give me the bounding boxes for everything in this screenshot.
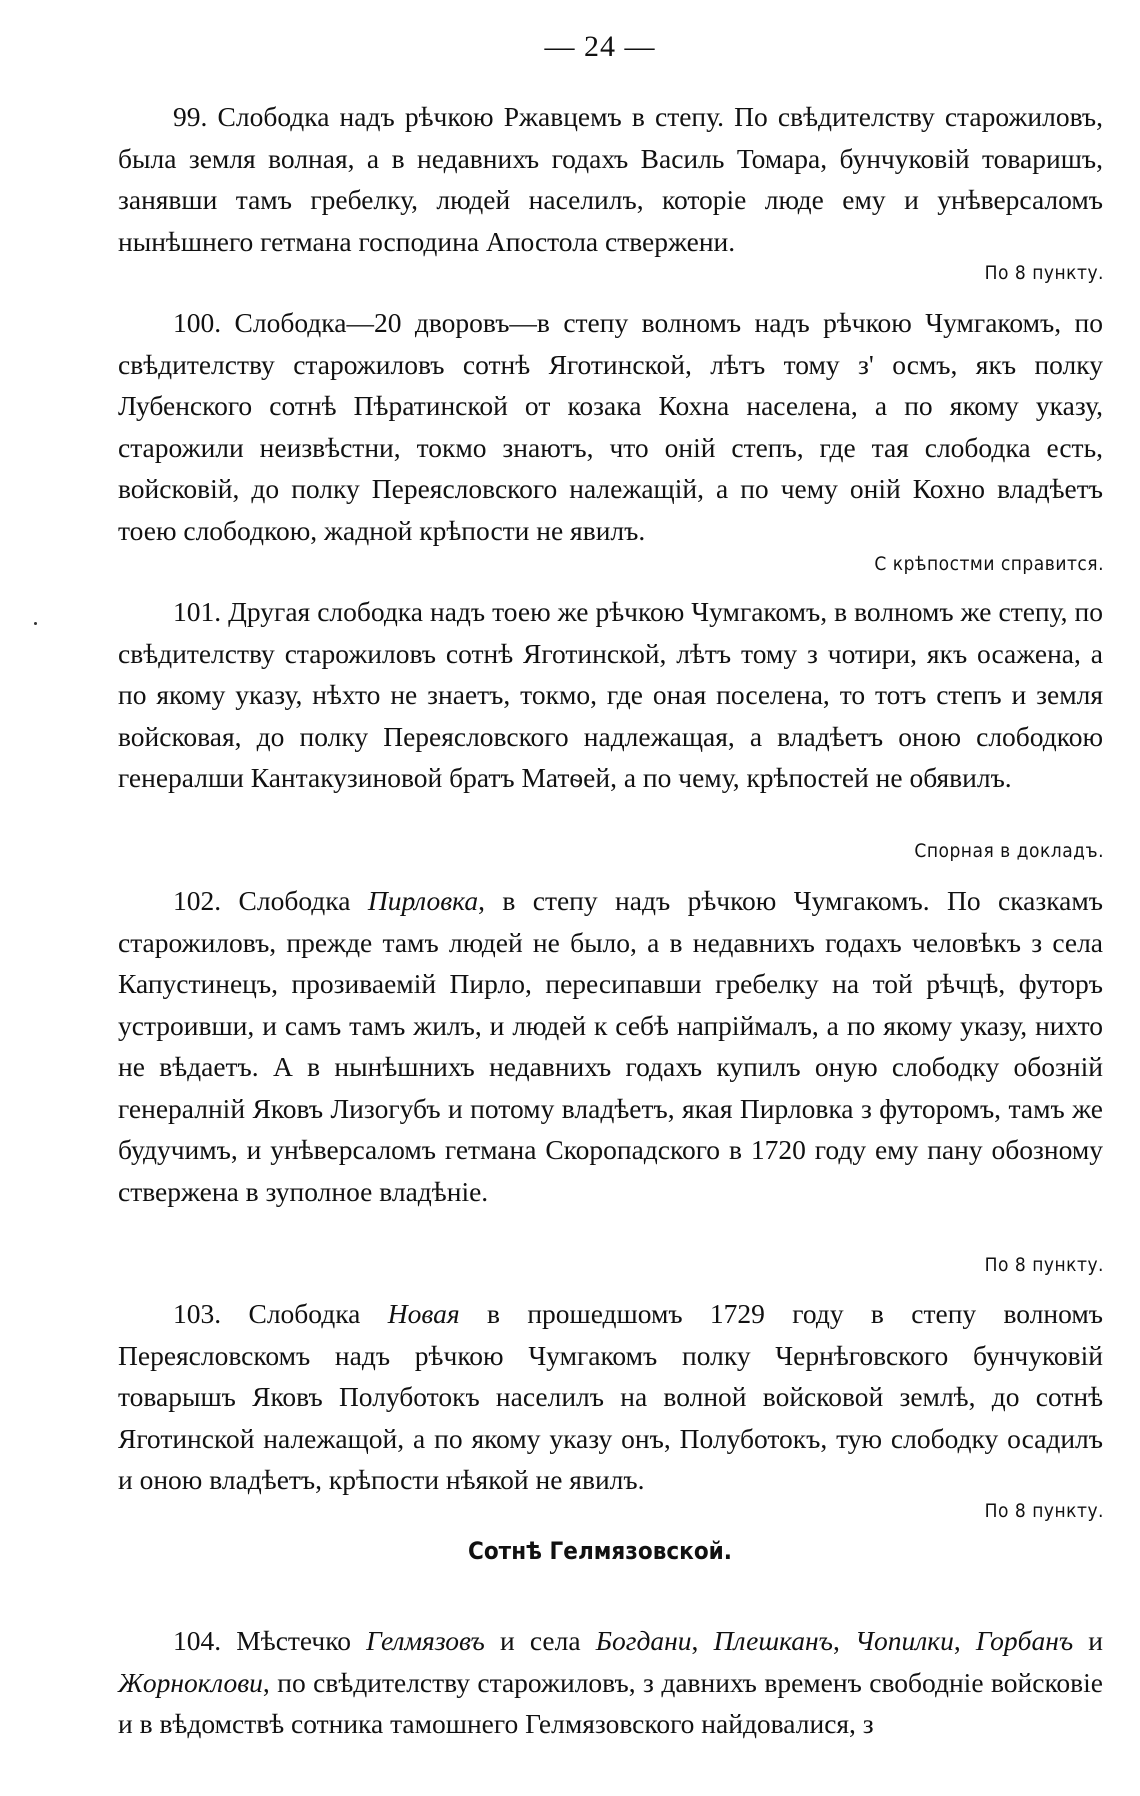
entry-100 bbox=[118, 302, 1103, 551]
entry-104-text-2: и села bbox=[484, 1625, 596, 1656]
entry-104-text-4: , bbox=[832, 1625, 856, 1656]
entry-104-place-4: Чопилки bbox=[855, 1625, 954, 1656]
entry-104-text-1: 104. Мѣстечко bbox=[173, 1625, 367, 1656]
entry-104-place-1: Гелмязовъ bbox=[366, 1625, 485, 1656]
entry-104-text-6: и bbox=[1073, 1625, 1104, 1656]
entry-104-text-3: , bbox=[691, 1625, 714, 1656]
entry-100-resolution: С крѣпостми справится. bbox=[874, 553, 1104, 575]
entry-103-resolution: По 8 пункту. bbox=[984, 1500, 1104, 1522]
entry-103-text-b: в прошедшомъ 1729 году в степу волномъ Переясловскомъ надъ рѣчкою Чумгакомъ полку Чернѣговского бунчуковій товарышъ Яковъ Полуботокъ населилъ на волной войсковой землѣ, до сотнѣ Яготинской належащой, а по якому указу онъ, Полуботокъ, тую слободку осадилъ и оною владѣетъ, крѣпости нѣякой не явилъ. bbox=[118, 1298, 1103, 1495]
entry-104-place-5: Горбанъ bbox=[975, 1625, 1074, 1656]
entry-100-text: 100. Слободка—20 дворовъ—в степу волномъ надъ рѣчкою Чумгакомъ, по свѣдителству старожиловъ сотнѣ Яготинской, лѣтъ тому з' осмъ, якъ полку Лубенского сотнѣ Пѣратинской от козака Кохна населена, а по якому указу, старожили неизвѣстни, токмо знаютъ, что оній степъ, где тая слободка есть, войсковій, до полку Переясловского належащій, а по чему оній Кохно владѣетъ тоею слободкою, жадной крѣпости не явилъ. bbox=[118, 307, 1103, 546]
entry-104-place-2: Богдани bbox=[595, 1625, 692, 1656]
entry-99-resolution: По 8 пункту. bbox=[984, 262, 1104, 284]
entry-102 bbox=[118, 880, 1103, 1212]
entry-102-text-b: , в степу надъ рѣчкою Чумгакомъ. По сказкамъ старожиловъ, прежде тамъ людей не было, а в недавнихъ годахъ человѣкъ з села Капустинецъ, прозиваемій Пирло, пересипавши гребелку на той рѣчцѣ, футоръ устроивши, и самъ тамъ жилъ, и людей к себѣ напріймалъ, а по якому указу, нихто не вѣдаетъ. А в нынѣшнихъ недавнихъ годахъ купилъ оную слободку обозній генералній Яковъ Лизогубъ и потому владѣетъ, якая Пирловка з футоромъ, тамъ же будучимъ, и унѣверсаломъ гетмана Скоропадского в 1720 году ему пану обозному ствержена в зуполное владѣніе. bbox=[118, 885, 1103, 1207]
entry-102-text-a: 102. Слободка bbox=[173, 885, 368, 916]
stray-ink-mark bbox=[34, 622, 37, 625]
entry-101-text: 101. Другая слободка надъ тоею же рѣчкою Чумгакомъ, в волномъ же степу, по свѣдителству старожиловъ сотнѣ Яготинской, лѣтъ тому з чотири, якъ осажена, а по якому указу, нѣхто не знаетъ, токмо, где оная поселена, то тотъ степъ и земля войсковая, до полку Переясловского надлежащая, а владѣетъ оною слободкою генералши Кантакузиновой братъ Матѳей, а по чему, крѣпостей не обявилъ. bbox=[118, 596, 1103, 793]
entry-103-text-a: 103. Слободка bbox=[173, 1298, 388, 1329]
page-number: — 24 — bbox=[544, 30, 656, 63]
entry-104-text-5: , bbox=[953, 1625, 976, 1656]
entry-101 bbox=[118, 591, 1103, 799]
entry-104 bbox=[118, 1620, 1103, 1745]
entry-104-text-7: , по свѣдителству старожиловъ, з давнихъ временъ свободніе войсковіе и в вѣдомствѣ сотника тамошнего Гелмязовского найдовалися, з bbox=[118, 1666, 1103, 1739]
entry-102-resolution: По 8 пункту. bbox=[984, 1254, 1104, 1276]
entry-103-place-name: Новая bbox=[387, 1298, 460, 1329]
entry-104-place-3: Плешканъ bbox=[713, 1625, 833, 1656]
entry-102-place-name: Пирловка bbox=[367, 885, 479, 916]
entry-104-place-6: Жорноклови bbox=[118, 1666, 263, 1698]
entry-99 bbox=[118, 96, 1103, 262]
entry-99-text: 99. Слободка надъ рѣчкою Ржавцемъ в степу. По свѣдителству старожиловъ, была земля волная, а в недавнихъ годахъ Василь Томара, бунчуковій товаришъ, занявши тамъ гребелку, людей населилъ, которіе люде ему и унѣверсаломъ нынѣшнего гетмана господина Апостола ствержени. bbox=[118, 101, 1103, 257]
entry-103 bbox=[118, 1293, 1103, 1501]
section-heading: Сотнѣ Гелмязовской. bbox=[467, 1537, 733, 1565]
entry-101-resolution: Спорная в докладъ. bbox=[914, 840, 1104, 862]
